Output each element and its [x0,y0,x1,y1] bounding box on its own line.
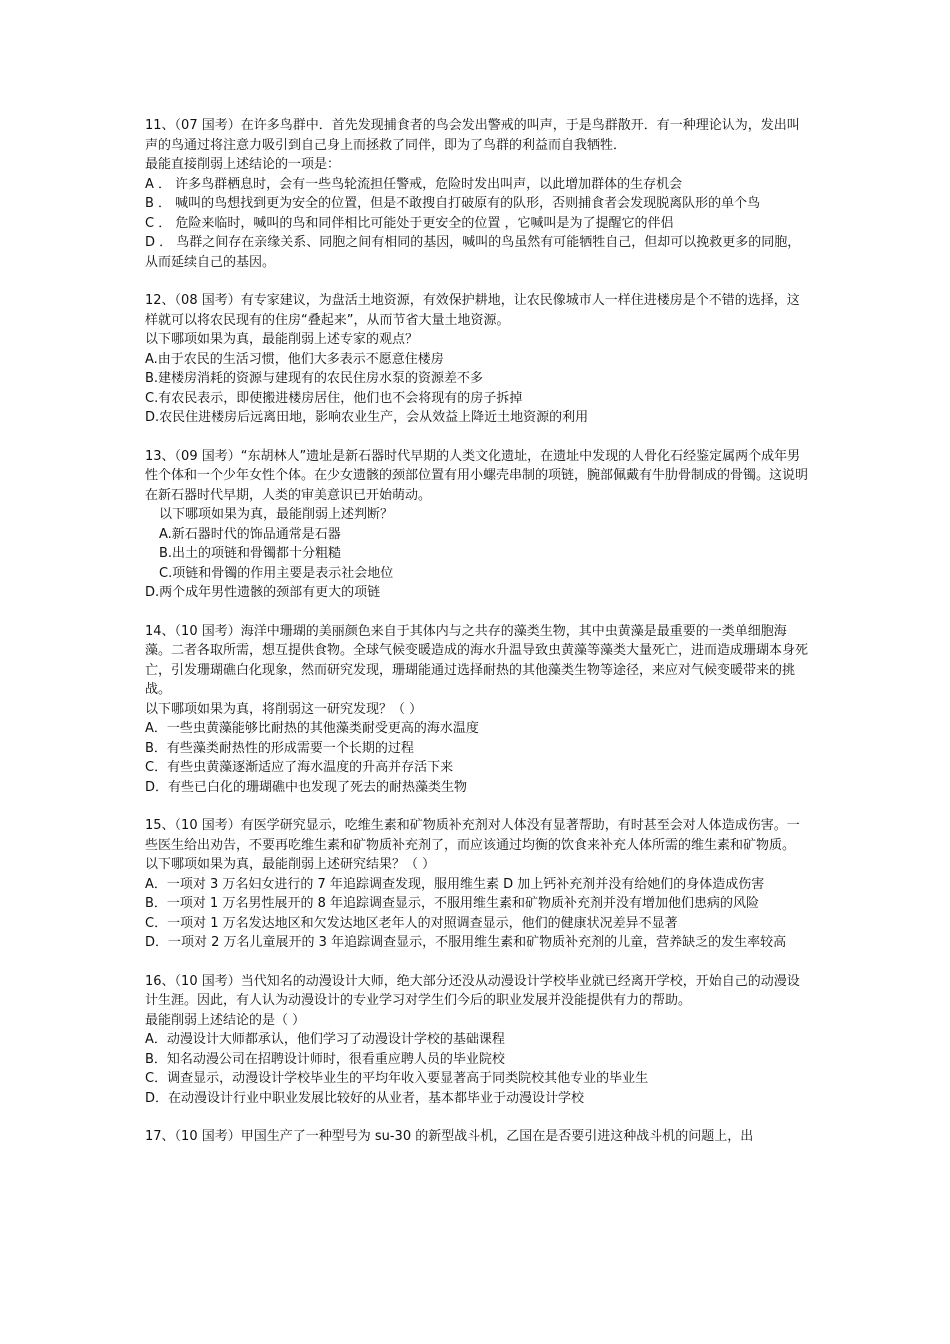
question-stem: 16、（10 国考）当代知名的动漫设计大师，绝大部分还没从动漫设计学校毕业就已经离开学校，开始自己的动漫设计生涯。因此，有人认为动漫设计的专业学习对学生们今后的职业发展并没能提供有力的帮助。 [145,973,800,1008]
option-a: A.由于农民的生活习惯，他们大多表示不愿意住楼房 [145,351,444,367]
option-b: B.建楼房消耗的资源与建现有的农民住房水泵的资源差不多 [145,371,484,386]
option-b: B ． 喊叫的鸟想找到更为安全的位置，但是不敢搜自打破原有的队形，否则捕食者会发现脱离队形的单个鸟 [145,196,761,211]
option-c: C．调查显示，动漫设计学校毕业生的平均年收入要显著高于同类院校其他专业的毕业生 [145,1071,649,1086]
question-stem: 11、（07 国考）在许多鸟群中．首先发现捕食者的鸟会发出警戒的叫声，于是鸟群散开．有一种理论认为，发出叫声的鸟通过将注意力吸引到自己身上而拯救了同伴，即为了鸟群的利益而自我牺牲． [145,118,800,153]
question-16 [145,972,811,1109]
option-d: D.农民住进楼房后远离田地，影响农业生产，会从效益上降近土地资源的利用 [145,410,589,425]
option-c: C ． 危险来临时，喊叫的鸟和同伴相比可能处于更安全的位置 ，它喊叫是为了提醒它的伴侣 [145,215,674,231]
document-body [145,116,811,1147]
option-b: B.出土的项链和骨镯都十分粗糙 [159,546,342,561]
option-c: C．一项对 1 万名发达地区和欠发达地区老年人的对照调查显示，他们的健康状况差异不显著 [145,915,678,931]
option-d: D.两个成年男性遗骸的颈部有更大的项链 [145,585,381,600]
question-11 [145,116,811,272]
question-stem: 15、（10 国考）有医学研究显示，吃维生素和矿物质补充剂对人体没有显著帮助，有时甚至会对人体造成伤害。一些医生给出劝告，不要再吃维生素和矿物质补充剂了，而应该通过均衡的饮食来补充人体所需的维生素和矿物质。 [145,818,800,853]
option-b: B．有些藻类耐热性的形成需要一个长期的过程 [145,740,414,756]
option-d: D．在动漫设计行业中职业发展比较好的从业者，基本都毕业于动漫设计学校 [145,1090,585,1106]
question-stem: 14、（10 国考）海洋中珊瑚的美丽颜色来自于其体内与之共存的藻类生物，其中虫黄藻是最重要的一类单细胞海藻。二者各取所需，想互提供食物。全球气候变暖造成的海水升温导致虫黄藻等藻类大量死亡，进而造成珊瑚本身死亡，引发珊瑚礁白化现象，然而研究发现，珊瑚能通过选择耐热的其他藻类生物等途径，来应对气候变暖带来的挑战。 [145,623,809,697]
option-d: D．有些已白化的珊瑚礁中也发现了死去的耐热藻类生物 [145,779,468,795]
question-prompt: 以下哪项如果为真，将削弱这一研究发现？（ ） [145,701,423,717]
option-d: D．一项对 2 万名儿童展开的 3 年追踪调查显示，不服用维生素和矿物质补充剂的儿童，营养缺乏的发生率较高 [145,935,787,950]
question-14 [145,622,811,798]
option-a: A.新石器时代的饰品通常是石器 [159,526,341,542]
option-a: A．一项对 3 万名妇女进行的 7 年追踪调查发现，服用维生素 D 加上钙补充剂并没有给她们的身体造成伤害 [145,876,765,892]
question-prompt: 以下哪项如果为真，最能削弱上述研究结果？（ ） [145,857,436,872]
option-a: A．动漫设计大师都承认，他们学习了动漫设计学校的基础课程 [145,1032,505,1047]
question-prompt: 最能直接削弱上述结论的一项是： [145,157,341,172]
question-17-partial: 17、（10 国考）甲国生产了一种型号为 su-30 的新型战斗机，乙国在是否要引进这种战斗机的问题上，出 [145,1129,754,1144]
question-12 [145,291,811,428]
question-prompt: 以下哪项如果为真，最能削弱上述判断？ [159,507,394,522]
option-c: C.项链和骨镯的作用主要是表示社会地位 [159,565,394,581]
question-15 [145,816,811,953]
option-a: A ． 许多鸟群栖息时，会有一些鸟轮流担任警戒，危险时发出叫声，以此增加群体的生存机会 [145,176,683,192]
question-stem: 12、（08 国考）有专家建议，为盘活土地资源，有效保护耕地，让农民像城市人一样住进楼房是个不错的选择，这样就可以将农民现有的住房“叠起来”，从而节省大量土地资源。 [145,293,800,328]
option-b: B．知名动漫公司在招聘设计师时，很看重应聘人员的毕业院校 [145,1051,505,1067]
option-a: A．一些虫黄藻能够比耐热的其他藻类耐受更高的海水温度 [145,721,479,736]
option-b: B．一项对 1 万名男性展开的 8 年追踪调查显示，不服用维生素和矿物质补充剂并没有增加他们患病的风险 [145,896,759,911]
option-c: C.有农民表示，即使搬进楼房居住，他们也不会将现有的房子拆掉 [145,390,523,406]
question-13 [145,447,811,603]
question-stem: 13、（09 国考）“东胡林人”遗址是新石器时代早期的人类文化遗址，在遗址中发现的人骨化石经鉴定属两个成年男性个体和一个少年女性个体。在少女遗骸的颈部位置有用小螺壳串制的项链，腕部佩戴有牛肋骨制成的骨镯。这说明在新石器时代早期，人类的审美意识已开始萌动。 [145,448,809,503]
option-d: D ． 鸟群之间存在亲缘关系、同胞之间有相同的基因，喊叫的鸟虽然有可能牺牲自己，但却可以挽救更多的同胞，从而延续自己的基因。 [145,235,801,270]
question-prompt: 以下哪项如果为真，最能削弱上述专家的观点？ [145,332,419,347]
question-prompt: 最能削弱上述结论的是（ ） [145,1012,306,1028]
option-c: C．有些虫黄藻逐渐适应了海水温度的升高并存活下来 [145,760,454,775]
